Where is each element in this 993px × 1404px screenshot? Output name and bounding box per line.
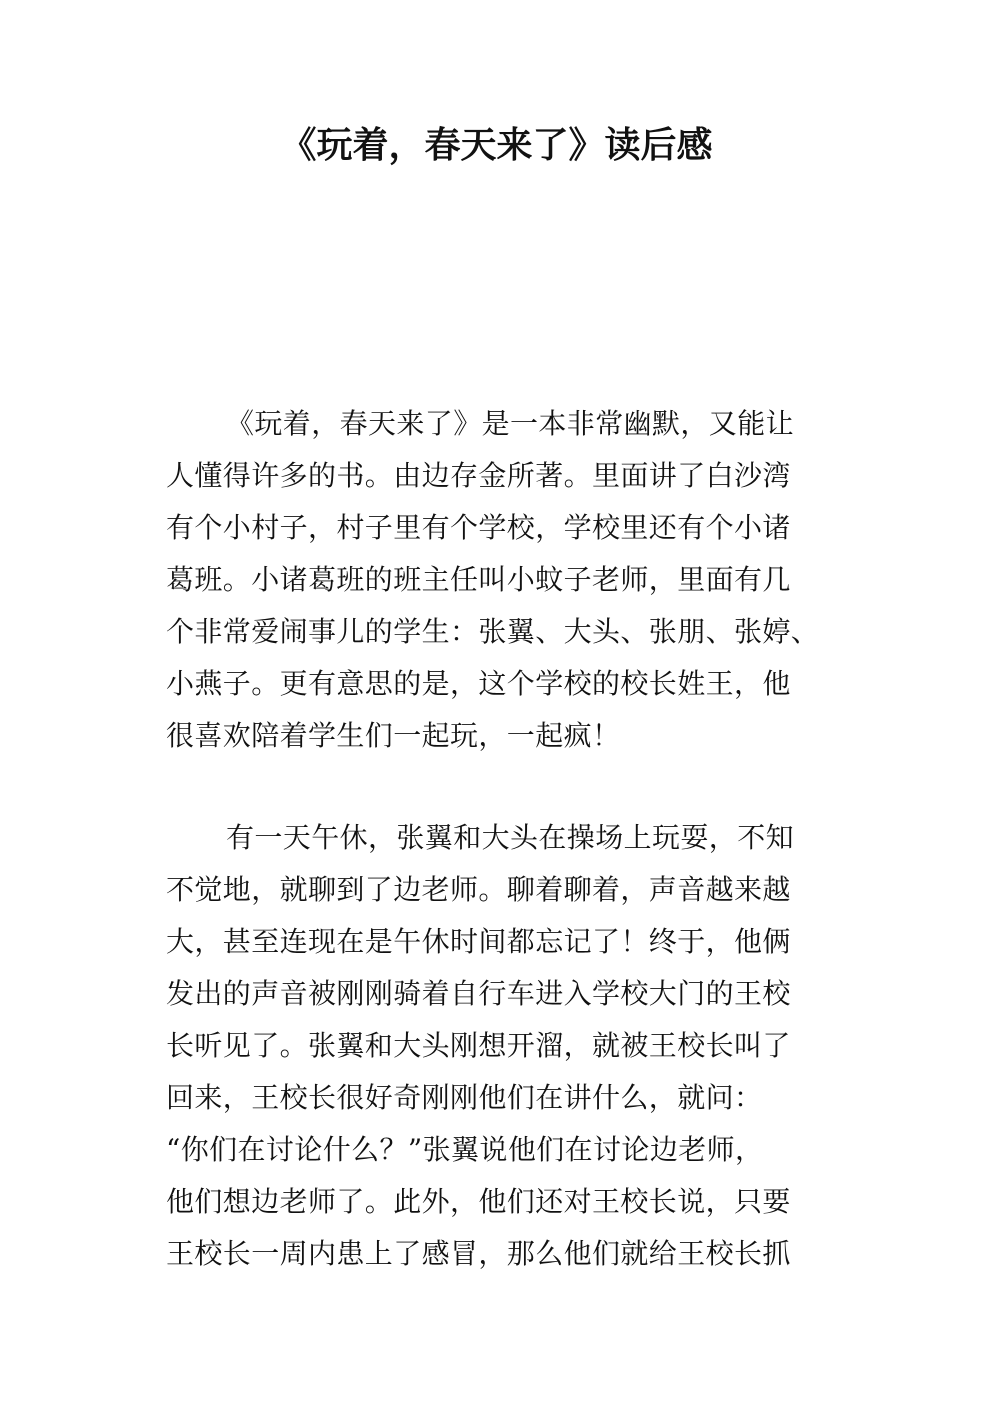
paragraph-1-line: 葛班。小诸葛班的班主任叫小蚊子老师，里面有几 bbox=[166, 563, 791, 596]
paragraph-2-line: 王校长一周内患上了感冒，那么他们就给王校长抓 bbox=[166, 1237, 791, 1270]
paragraph-2-line: “你们在讨论什么？”张翼说他们在讨论边老师， bbox=[166, 1133, 764, 1166]
paragraph-1-line: 小燕子。更有意思的是，这个学校的校长姓王，他 bbox=[166, 667, 791, 700]
paragraph-2-line: 长听见了。张翼和大头刚想开溜，就被王校长叫了 bbox=[166, 1029, 791, 1062]
paragraph-2-line: 大，甚至连现在是午休时间都忘记了！终于，他俩 bbox=[166, 925, 791, 958]
paragraph-1-line: 个非常爱闹事儿的学生：张翼、大头、张朋、张婷、 bbox=[166, 615, 820, 648]
paragraph-2-line: 有一天午休，张翼和大头在操场上玩耍，不知 bbox=[226, 821, 795, 854]
paragraph-1-line: 人懂得许多的书。由边存金所著。里面讲了白沙湾 bbox=[166, 459, 791, 492]
paragraph-2-line: 他们想边老师了。此外，他们还对王校长说，只要 bbox=[166, 1185, 791, 1218]
paragraph-2-line: 发出的声音被刚刚骑着自行车进入学校大门的王校 bbox=[166, 977, 791, 1010]
document-title: 《玩着，春天来了》读后感 bbox=[280, 125, 713, 166]
paragraph-1-line: 有个小村子，村子里有个学校，学校里还有个小诸 bbox=[166, 511, 791, 544]
paragraph-2-line: 回来，王校长很好奇刚刚他们在讲什么，就问： bbox=[166, 1081, 763, 1114]
paragraph-1-line: 很喜欢陪着学生们一起玩，一起疯！ bbox=[166, 719, 621, 752]
paragraph-2-line: 不觉地，就聊到了边老师。聊着聊着，声音越来越 bbox=[166, 873, 791, 906]
paragraph-1-line: 《玩着，春天来了》是一本非常幽默，又能让 bbox=[226, 407, 795, 440]
